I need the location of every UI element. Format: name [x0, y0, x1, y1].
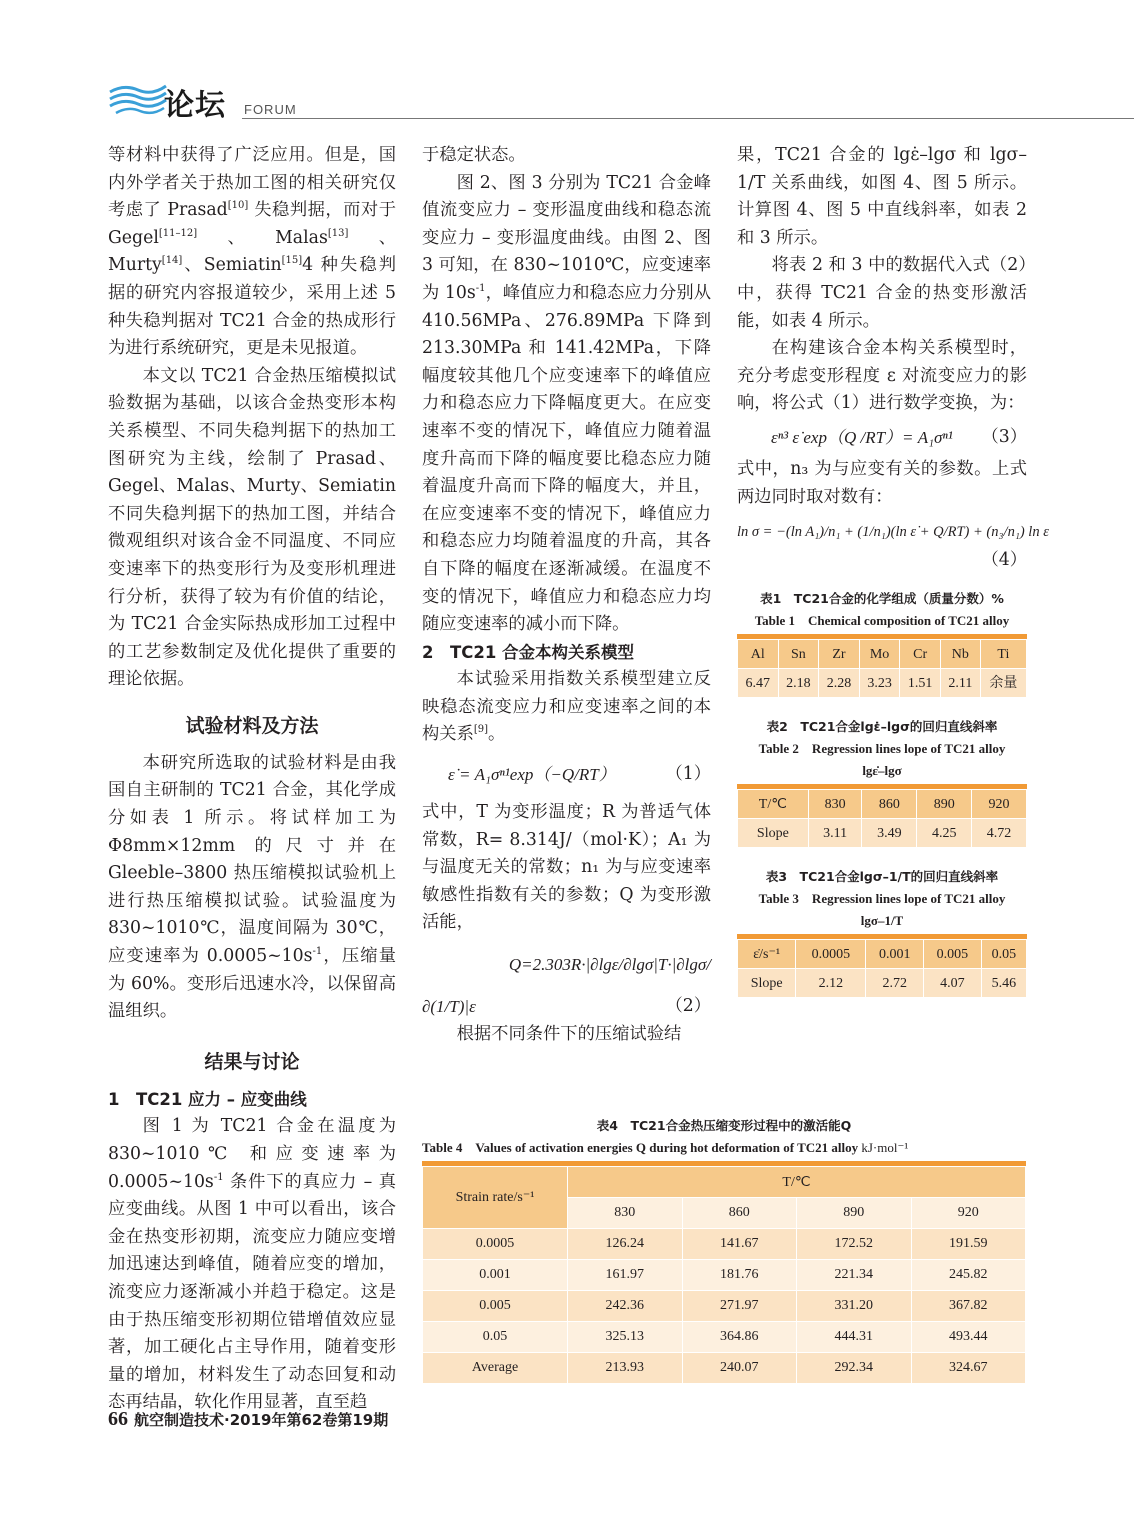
- table-cell: 245.82: [911, 1260, 1026, 1291]
- subsection-heading: 2 TC21 合金本构关系模型: [422, 642, 635, 662]
- table-cell: 5.46: [981, 969, 1026, 998]
- table-header-row: [423, 1167, 1026, 1198]
- row-label: 0.001: [423, 1260, 568, 1291]
- table-header-cell: 0.001: [866, 940, 924, 969]
- table-header-cell: Mo: [859, 640, 900, 669]
- table-caption-en: Table 2 Regression lines lope of TC21 alloy: [758, 741, 1006, 757]
- table-row: [423, 1291, 1026, 1322]
- equation-3: εⁿ³ ε̇ exp（Q /RT）= A₁σⁿ¹ （3）: [771, 426, 1027, 447]
- paragraph: 图 1 为 TC21 合金在温度为 830~1010℃ 和应变速率为 $0.0005\sim 10s^{-1}$ 条件下的真应力 – 真应变曲线。从图 1 中可以看出，该合金在热变形初期，流变应力随应变增加迅速达到峰值，随着应变的增加，流变应力逐渐减小并趋于稳定。这是由于热压缩变形初期位错增值效应显著，加工硬化占主导作用，随着变形量的增加，材料发生了动态回复和动态再结晶，软化作用显著，直至趋: [108, 1116, 396, 1413]
- paragraph: 图 2、图 3 分别为 TC21 合金峰值流变应力 – 变形温度曲线和稳态流变应力 – 变形温度曲线。由图 2、图 3 可知，在 830~1010℃，应变速率为 $10s^{-1}$，峰值应力和稳态应力分别从 410.56MPa、276.89MPa 下降到 213.30MPa 和 141.42MPa，下降幅度较其他几个应变速率下的峰值应力和稳态应力下降幅度更大。在应变速率不变的情况下，峰值应力随着温度升高而下降的幅度要比稳态应力随着温度升高而下降的幅度大，并且，在应变速率不变的情况下，峰值应力和稳态应力均随着温度的升高，其各自下降的幅度在逐渐减缓。在温度不变的情况下，峰值应力和稳态应力均随应变速率的减小而下降。: [422, 172, 711, 635]
- table-row: [423, 1260, 1026, 1291]
- table-header-cell: Nb: [940, 640, 980, 669]
- table-cell: 444.31: [797, 1322, 912, 1353]
- table-row: [738, 669, 1027, 698]
- paragraph: 根据不同条件下的压缩试验结: [456, 1023, 682, 1044]
- table-cell: 367.82: [911, 1291, 1026, 1322]
- paragraph: 将表 2 和 3 中的数据代入式（2）中，获得 TC21 合金的热变形激活能，如表 4 所示。: [737, 255, 1027, 331]
- section-heading: 试验材料及方法: [185, 714, 319, 737]
- table-header-row: [738, 640, 1027, 669]
- table-caption: 表3 TC21合金lgσ–1/T的回归直线斜率: [765, 869, 999, 885]
- table-header-cell: 0.05: [981, 940, 1026, 969]
- paragraph: 式中，T 为变形温度；R 为普适气体常数，R= 8.314J/（mol·K）；A₁ 为与温度无关的常数；n₁ 为与应变速率敏感性指数有关的参数；Q 为变形激活能，: [422, 802, 711, 933]
- column-header: 920: [911, 1198, 1026, 1229]
- table-2: [737, 716, 1027, 848]
- table-cell: 181.76: [682, 1260, 797, 1291]
- section-logo-text: 论坛: [164, 88, 226, 123]
- table-cell: 余量: [980, 669, 1026, 698]
- table-header-cell: Sn: [778, 640, 819, 669]
- row-label: 0.0005: [423, 1229, 568, 1260]
- table-cell: 325.13: [568, 1322, 683, 1353]
- row-label: 0.005: [423, 1291, 568, 1322]
- section-label: FORUM: [244, 102, 297, 117]
- row-label: 0.05: [423, 1322, 568, 1353]
- table-cell: 331.20: [797, 1291, 912, 1322]
- paragraph: 等材料中获得了广泛应用。但是，国内外学者关于热加工图的相关研究仅考虑了 Prasad[10] 失稳判据，而对于 Gegel[11–12]、Malas[13]、Murty[14]、Semiatin[15]4 种失稳判据的研究内容报道较少，采用上述 5 种失稳判据对 TC21 合金的热成形行为进行系统研究，更是未见报道。: [108, 145, 396, 359]
- equation-4-number: （4）: [981, 549, 1027, 570]
- table-cell: 2.28: [819, 669, 860, 698]
- table-cell: 1.51: [900, 669, 941, 698]
- table-header-cell: Ti: [980, 640, 1026, 669]
- table-cell: 324.67: [911, 1353, 1026, 1384]
- table-header-cell: 0.005: [924, 940, 982, 969]
- table-caption-en: lgσ–1/T: [860, 913, 904, 929]
- table-cell: 6.47: [738, 669, 779, 698]
- table-caption: 表1 TC21合金的化学组成（质量分数）%: [760, 591, 1004, 607]
- table-cell: Slope: [738, 819, 809, 848]
- table-cell: 172.52: [797, 1229, 912, 1260]
- table-cell: Slope: [738, 969, 796, 998]
- paragraph: 本文以 TC21 合金热压缩模拟试验数据为基础，以该合金热变形本构关系模型、不同失稳判据下的热加工图研究为主线，绘制了 Prasad、Gegel、Malas、Murty、Semiatin 不同失稳判据下的热加工图，并结合微观组织对该合金不同温度、不同应变速率下的热变形行为及变形机理进行分析，获得了较为有价值的结论，为 TC21 合金实际热成形加工过程中的工艺参数制定及优化提供了重要的理论依据。: [108, 365, 396, 690]
- paragraph: 果，TC21 合金的 lgε̇–lgσ 和 lgσ–1/T 关系曲线，如图 4、图 5 所示。计算图 4、图 5 中直线斜率，如表 2 和 3 所示。: [737, 145, 1027, 248]
- equation-2-line-2: ∂(1/T)|ε （2）: [422, 995, 711, 1016]
- table-4: [422, 1115, 1026, 1384]
- table-cell: 4.25: [917, 819, 972, 848]
- table-row: [423, 1229, 1026, 1260]
- paragraph: 本试验采用指数关系模型建立反映稳态流变应力和应变速率之间的本构关系[9]。: [422, 669, 711, 745]
- table-caption: 表4 TC21合金热压缩变形过程中的激活能Q: [596, 1118, 852, 1133]
- table-cell: 2.72: [866, 969, 924, 998]
- paragraph: 于稳定状态。: [422, 145, 526, 165]
- table-cell: 4.72: [972, 819, 1027, 848]
- table-cell: 141.67: [682, 1229, 797, 1260]
- table-cell: 3.23: [859, 669, 900, 698]
- table-caption: 表2 TC21合金lgε̇–lgσ的回归直线斜率: [766, 719, 998, 735]
- table-caption-en: lgε̇–lgσ: [862, 763, 902, 779]
- table-3: [737, 866, 1027, 998]
- subsection-heading: 1 TC21 应力 – 应变曲线: [108, 1089, 307, 1109]
- table-header-cell: T/℃: [738, 790, 809, 819]
- page-number: 66: [108, 1408, 128, 1430]
- page-header: [108, 80, 1134, 122]
- table-header-cell: Cr: [900, 640, 941, 669]
- table-caption-en: Table 3 Regression lines lope of TC21 alloy: [758, 891, 1006, 907]
- column-header: 890: [797, 1198, 912, 1229]
- table-cell: 242.36: [568, 1291, 683, 1322]
- page-footer: [108, 1408, 388, 1431]
- row-header: Strain rate/s⁻¹: [423, 1167, 568, 1229]
- equation-1: ε̇ = A₁σⁿ¹exp（−Q/RT） （1）: [448, 764, 711, 785]
- row-label: Average: [423, 1353, 568, 1384]
- header-rule: [242, 118, 1134, 119]
- column-2: [422, 142, 711, 1048]
- table-caption-en: Table 1 Chemical composition of TC21 alloy: [754, 613, 1010, 629]
- table-1: [737, 588, 1027, 698]
- table-header-cell: 860: [862, 790, 917, 819]
- wave-logo-icon: [108, 82, 168, 116]
- table-cell: 493.44: [911, 1322, 1026, 1353]
- column-3: [737, 142, 1049, 998]
- paragraph: 式中，n₃ 为与应变有关的参数。上式两边同时取对数有：: [737, 458, 1027, 507]
- table-header-cell: 0.0005: [796, 940, 866, 969]
- table-header-cell: 830: [808, 790, 862, 819]
- table-cell: 161.97: [568, 1260, 683, 1291]
- column-header: 860: [682, 1198, 797, 1229]
- table-cell: 4.07: [924, 969, 982, 998]
- table-header-cell: Zr: [819, 640, 860, 669]
- table-header-cell: ε̇/s⁻¹: [738, 940, 796, 969]
- equation-4: ln σ = −(ln A₁)/n₁ + (1/n₁)(ln ε̇ + Q/RT) + (n₃/n₁) ln ε: [737, 524, 1049, 541]
- table-row: [738, 969, 1027, 998]
- table-row: [423, 1322, 1026, 1353]
- table-cell: 2.18: [778, 669, 819, 698]
- table-cell: 240.07: [682, 1353, 797, 1384]
- table-header-cell: Al: [738, 640, 779, 669]
- table-cell: 221.34: [797, 1260, 912, 1291]
- table-cell: 213.93: [568, 1353, 683, 1384]
- table-cell: 364.86: [682, 1322, 797, 1353]
- table-caption-en: Table 4 Values of activation energies Q during hot deformation of TC21 alloy kJ·mol⁻¹: [422, 1140, 909, 1155]
- table-cell: 3.11: [808, 819, 862, 848]
- section-heading: 结果与讨论: [204, 1050, 300, 1073]
- table-row: [738, 819, 1027, 848]
- table-cell: 292.34: [797, 1353, 912, 1384]
- column-group-header: T/℃: [568, 1167, 1026, 1198]
- table-header-row: [738, 790, 1027, 819]
- table-cell: 3.49: [862, 819, 917, 848]
- paragraph: 在构建该合金本构关系模型时，充分考虑变形程度 ε 对流变应力的影响，将公式（1）进行数学变换，为：: [737, 338, 1027, 414]
- table-cell: 2.11: [940, 669, 980, 698]
- column-1: [108, 142, 396, 1417]
- column-header: 830: [568, 1198, 683, 1229]
- equation-2-line-1: Q=2.303R·|∂lgε/∂lgσ|T·|∂lgσ/: [508, 955, 711, 975]
- table-cell: 271.97: [682, 1291, 797, 1322]
- table-cell: 2.12: [796, 969, 866, 998]
- table-row: [423, 1353, 1026, 1384]
- table-cell: 191.59: [911, 1229, 1026, 1260]
- journal-name: 航空制造技术·2019年第62卷第19期: [134, 1411, 389, 1429]
- table-header-cell: 920: [972, 790, 1027, 819]
- table-header-cell: 890: [917, 790, 972, 819]
- table-header-row: [738, 940, 1027, 969]
- paragraph: 本研究所选取的试验材料是由我国自主研制的 TC21 合金，其化学成分如表 1 所示。将试样加工为 Φ8mm×12mm 的尺寸并在 Gleeble–3800 热压缩模拟试验机上进行热压缩模拟试验。试验温度为 830~1010℃，温度间隔为 30℃，应变速率为 $0.0005\sim 10s^{-1}$，压缩量为 60%。变形后迅速水冷，以保留高温组织。: [108, 752, 396, 1022]
- table-cell: 126.24: [568, 1229, 683, 1260]
